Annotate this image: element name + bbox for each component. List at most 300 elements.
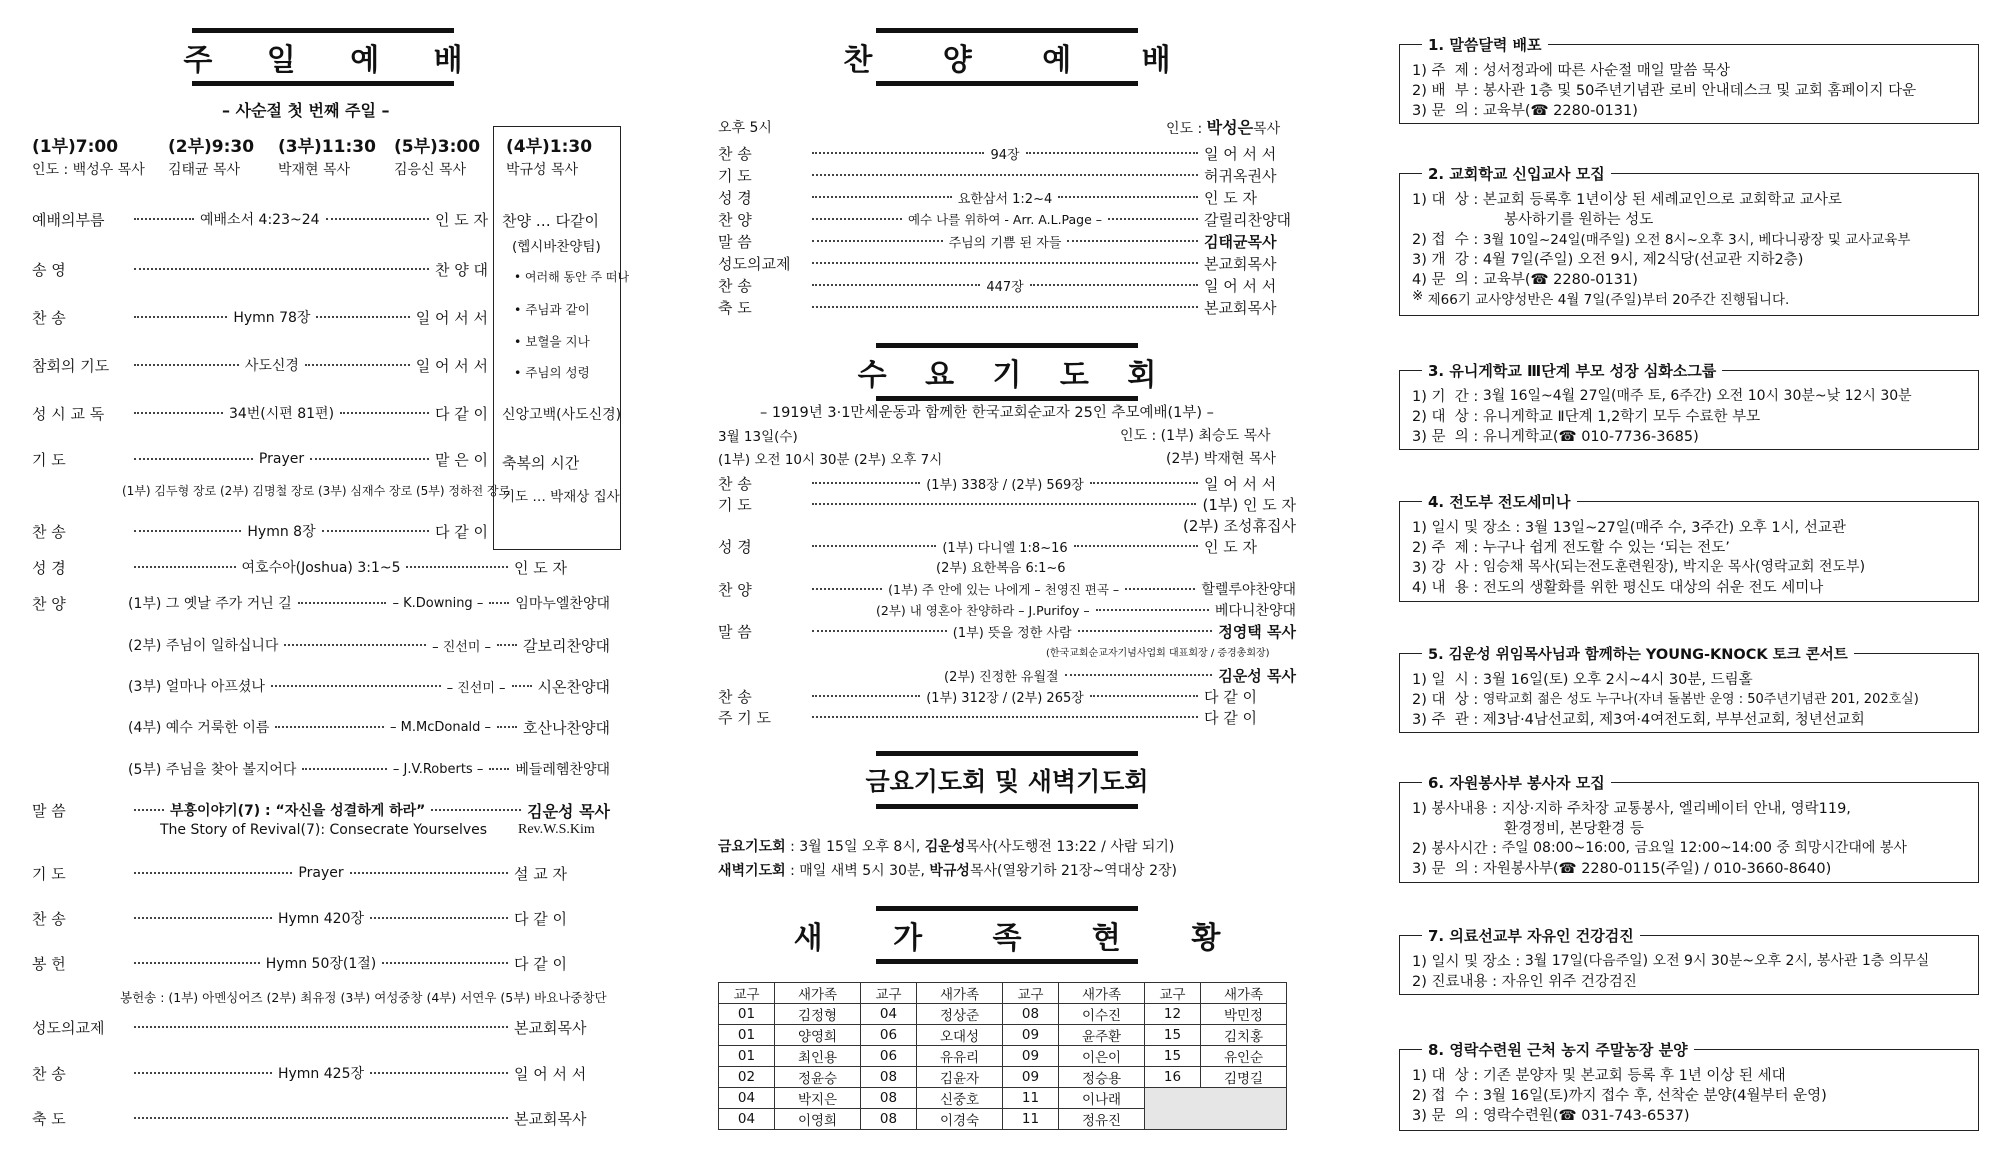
notice-line — [1412, 248, 1968, 268]
table-cell: 02 — [719, 1067, 775, 1088]
text: 본교회 등록후 1년이상 된 세례교인으로 교회학교 교사로 — [1482, 192, 1842, 208]
table-cell: 최인용 — [775, 1046, 861, 1067]
header-cell: 교구 — [719, 983, 775, 1004]
wednesday-row — [718, 621, 1296, 641]
fourth-song: • 주님의 성령 — [514, 365, 590, 380]
text: 인 도 자 — [1204, 537, 1258, 556]
table-cell: 11 — [1003, 1088, 1059, 1109]
text: 기 도 — [718, 166, 752, 185]
notice-line — [1412, 425, 1968, 445]
praise-row — [718, 165, 1296, 185]
service-5 — [394, 132, 480, 179]
text: (1부) 인 도 자 — [1202, 495, 1296, 514]
text: 호산나찬양대 — [523, 718, 610, 737]
dot-leader — [1125, 588, 1195, 590]
text: (2부) 내 영혼아 찬양하라 – J.Purifoy – — [876, 603, 1090, 618]
text: 김운성 목사 — [1218, 666, 1296, 685]
sermon-english: The Story of Revival(7): Consecrate Yourselves — [160, 822, 488, 838]
table-cell: 유유리 — [917, 1046, 1003, 1067]
text: 부흥이야기(7) : “자신을 성결하게 하라” — [170, 803, 426, 819]
notice-line — [1412, 857, 1968, 877]
text: 자원봉사부(☎ 2280-0115(주일) / 010-3660-8640) — [1482, 861, 1832, 877]
text: 찬 송 — [32, 308, 66, 327]
text: 임마누엘찬양대 — [515, 596, 610, 612]
text: Hymn 78장 — [233, 310, 311, 326]
sunday-subtitle: – 사순절 첫 번째 주일 – — [222, 101, 390, 120]
dot-leader — [812, 503, 1196, 505]
order-row — [32, 799, 610, 821]
dot-leader — [812, 545, 936, 547]
notice-title: 8. 영락수련원 근처 농지 주말농장 분양 — [1422, 1039, 1694, 1060]
table-cell: 04 — [719, 1088, 775, 1109]
text: 제66기 교사양성반은 4월 7일(주일)부터 20주간 진행됩니다. — [1427, 292, 1790, 308]
order-row — [32, 907, 610, 929]
text: 주일 08:00~16:00, 금요일 12:00~14:00 중 희망시간대에 봉사 — [1501, 840, 1907, 856]
new-family-table — [718, 982, 1287, 1130]
text: 새벽기도회 — [718, 863, 786, 879]
dot-leader — [812, 218, 902, 220]
wednesday-date: 3월 13일(수) — [718, 429, 798, 445]
notice-3 — [1399, 362, 1979, 450]
dot-leader — [316, 316, 409, 318]
text: 1) 일시 및 장소 : — [1412, 520, 1525, 536]
text: 본교회목사 — [1204, 298, 1277, 317]
header-cell: 교구 — [1003, 983, 1059, 1004]
text: 할렐루야찬양대 — [1201, 582, 1296, 598]
empty-cell — [1145, 1088, 1287, 1130]
table-cell: 08 — [861, 1067, 917, 1088]
service-time: (2부)9:30 — [168, 137, 255, 157]
text: 찬 송 — [718, 687, 752, 706]
wednesday-times: (1부) 오전 10시 30분 (2부) 오후 7시 — [718, 452, 943, 468]
table-cell: 09 — [1003, 1067, 1059, 1088]
text: 김운성 — [924, 839, 966, 855]
wednesday-row — [944, 665, 1296, 685]
dot-leader — [134, 218, 194, 220]
notice-5 — [1399, 647, 1979, 733]
text: 3월 16일~4월 27일(매주 토, 6주간) 오전 10시 30분~낮 12시 30분 — [1482, 388, 1912, 404]
header-cell: 새가족 — [1059, 983, 1145, 1004]
fourth-hymn: 찬양 … 다같이 — [502, 212, 599, 230]
text: 성 경 — [32, 558, 66, 577]
text: (1부) 338장 / (2부) 569장 — [926, 477, 1084, 493]
table-cell: 박민정 — [1201, 1004, 1287, 1025]
text: 3월 17일(다음주일) 오전 9시 30분~오후 2시, 봉사관 1층 의무실 — [1524, 953, 1930, 969]
text: 여호수아(Joshua) 3:1~5 — [241, 560, 401, 576]
fourth-song: • 여러해 동안 주 떠나 — [514, 270, 630, 284]
notice-title: 1. 말씀달력 배포 — [1422, 34, 1548, 55]
text: (1부) 그 옛날 주가 거닌 길 — [128, 596, 292, 612]
text: 예배의부름 — [32, 210, 105, 229]
text: 1) 봉사내용 : — [1412, 801, 1502, 817]
text: 찬 양 대 — [434, 260, 488, 279]
table-cell: 정유진 — [1059, 1109, 1145, 1130]
praise-time: 오후 5시 — [718, 120, 772, 136]
text: 찬 송 — [718, 474, 752, 493]
text: 봉사관 1층 및 50주년기념관 로비 안내데스크 및 교회 홈페이지 다운 — [1482, 83, 1917, 99]
notice-line — [1412, 99, 1968, 119]
text: 1) 대 상 : — [1412, 1068, 1483, 1084]
text: 말 씀 — [32, 801, 66, 820]
dot-leader — [497, 726, 517, 728]
dot-leader — [812, 630, 947, 632]
wednesday-row — [718, 707, 1296, 727]
praise-row — [718, 231, 1296, 251]
text: 예배소서 4:23~24 — [200, 212, 320, 228]
text: 주님의 기쁨 된 자들 — [948, 235, 1062, 251]
table-cell: 유인순 — [1201, 1046, 1287, 1067]
text: 찬 양 — [718, 210, 752, 229]
text: 일 어 서 서 — [1204, 144, 1277, 163]
notice-line — [1412, 837, 1968, 857]
service-time: (4부)1:30 — [506, 137, 593, 157]
text: 일 어 서 서 — [1204, 276, 1277, 295]
dot-leader — [812, 262, 1198, 264]
text: 3월 16일(토) 오후 2시~4시 30분, 드림홀 — [1482, 672, 1753, 688]
fourth-prayer-time: 축복의 시간 — [502, 454, 580, 472]
text: 3월 10일~24일(매주일) 오전 8시~오후 3시, 베다니광장 및 교사교육부 — [1482, 232, 1911, 248]
choir-row — [128, 716, 610, 738]
dot-leader — [1074, 545, 1198, 547]
text: 4) 문 의 : — [1412, 272, 1483, 288]
order-row — [32, 354, 488, 376]
text: Hymn 425장 — [277, 1066, 365, 1082]
text: 4) 내 용 : — [1412, 580, 1483, 596]
text: 인 도 자 — [434, 210, 488, 229]
text: 박규성 — [929, 863, 970, 879]
text: 송 영 — [32, 260, 66, 279]
text: (2부) 조성휴집사 — [1183, 516, 1296, 535]
offering-note: 봉헌송 : (1부) 아멘싱어즈 (2부) 최유정 (3부) 여성중창 (4부) 서연우 (5부) 바요나중창단 — [120, 990, 607, 1005]
text: 성 경 — [718, 188, 752, 207]
table-cell: 01 — [719, 1025, 775, 1046]
table-cell: 01 — [719, 1004, 775, 1025]
notice-line — [1412, 970, 1968, 990]
text: 베다니찬양대 — [1214, 603, 1296, 619]
dot-leader — [134, 530, 241, 532]
wednesday-row — [718, 494, 1296, 514]
notice-line — [1412, 708, 1968, 728]
notice-title: 4. 전도부 전도세미나 — [1422, 491, 1577, 512]
text: 제3남·4남선교회, 제3여·4여전도회, 부부선교회, 청년선교회 — [1482, 712, 1865, 728]
text: 인 도 자 — [514, 558, 568, 577]
text: 갈보리찬양대 — [523, 636, 610, 655]
table-cell: 이수진 — [1059, 1004, 1145, 1025]
service-time: (3부)11:30 — [278, 137, 376, 157]
text: 유니게학교 Ⅱ단계 1,2학기 모두 수료한 부모 — [1482, 409, 1761, 425]
table-cell: 김정형 — [775, 1004, 861, 1025]
notice-line — [1412, 288, 1968, 308]
text: (3부) 얼마나 아프셨나 — [128, 679, 265, 695]
text: (5부) 주님을 찾아 볼지어다 — [128, 762, 297, 778]
text: ※ — [1412, 288, 1428, 304]
text: 4월 7일(주일) 오전 9시, 제2식당(선교관 지하2층) — [1482, 252, 1804, 268]
text: (1부) 뜻을 정한 사람 — [952, 625, 1072, 641]
table-cell: 신중호 — [917, 1088, 1003, 1109]
text: 김태균목사 — [1204, 232, 1277, 251]
notice-1 — [1399, 36, 1979, 124]
notice-2 — [1399, 165, 1979, 316]
dot-leader — [1090, 482, 1198, 484]
wednesday-leader2: (2부) 박재현 목사 — [1166, 451, 1276, 467]
text: 2) 봉사시간 : — [1412, 841, 1502, 857]
text: 2) 주 제 : — [1412, 540, 1483, 556]
dot-leader — [1096, 609, 1209, 611]
service-leader: 박규성 목사 — [506, 162, 579, 178]
text: 2) 접 수 : — [1412, 1088, 1483, 1104]
friday-prayer — [718, 836, 1174, 856]
dot-leader — [1030, 284, 1198, 286]
choir-row — [128, 675, 610, 697]
text: 봉 헌 — [32, 954, 66, 973]
text: 34번(시편 81편) — [228, 406, 335, 422]
service-3 — [278, 132, 376, 179]
dot-leader — [134, 809, 164, 811]
wednesday-row — [718, 686, 1296, 706]
text: 1) 기 간 : — [1412, 389, 1483, 405]
dot-leader — [370, 1072, 508, 1074]
order-row — [32, 1107, 610, 1129]
fourth-prayer: 기도 … 박재상 집사 — [502, 489, 620, 505]
praise-leader — [1166, 115, 1280, 138]
text: 교육부(☎ 2280-0131) — [1482, 272, 1638, 288]
text: 찬 송 — [718, 144, 752, 163]
wednesday-row — [718, 473, 1296, 493]
service-1 — [32, 132, 145, 179]
table-cell: 박지은 — [775, 1088, 861, 1109]
table-cell: 09 — [1003, 1046, 1059, 1067]
order-row — [32, 862, 610, 884]
header-cell: 교구 — [861, 983, 917, 1004]
text: 유니게학교(☎ 010-7736-3685) — [1482, 429, 1699, 445]
notice-title: 5. 김운성 위임목사님과 함께하는 YOUNG-KNOCK 토크 콘서트 — [1422, 643, 1854, 664]
text: 말 씀 — [718, 622, 752, 641]
praise-row — [718, 187, 1296, 207]
text: (1부) 312장 / (2부) 265장 — [926, 690, 1084, 706]
fourth-team: (헵시바찬양팀) — [512, 239, 601, 255]
order-row — [32, 1062, 610, 1084]
table-cell: 15 — [1145, 1046, 1201, 1067]
notice-4 — [1399, 493, 1979, 602]
text: 3) 주 관 : — [1412, 712, 1483, 728]
text: 갈릴리찬양대 — [1204, 210, 1291, 229]
text: 베들레헴찬양대 — [515, 762, 610, 778]
text: 3) 문 의 : — [1412, 103, 1483, 119]
text: 찬 송 — [32, 1064, 66, 1083]
notice-title: 3. 유니게학교 Ⅲ단계 부모 성장 심화소그룹 — [1422, 360, 1722, 381]
text: 일 어 서 서 — [415, 308, 489, 327]
notice-8 — [1399, 1041, 1979, 1131]
text: 일 어 서 서 — [415, 356, 488, 375]
dot-leader — [1065, 674, 1213, 676]
table-row — [719, 1046, 1287, 1067]
text: 기 도 — [718, 495, 752, 514]
service-time: (5부)3:00 — [394, 137, 481, 157]
text: Hymn 50장(1절) — [265, 956, 377, 972]
dot-leader — [134, 412, 223, 414]
dot-leader — [350, 872, 508, 874]
dot-leader — [370, 917, 508, 919]
dot-leader — [812, 152, 984, 154]
text: 1) 일 시 : — [1412, 672, 1483, 688]
text: 성 경 — [718, 537, 752, 556]
wednesday-row — [718, 579, 1296, 599]
table-cell: 이나래 — [1059, 1088, 1145, 1109]
fourth-song: • 보혈을 지나 — [514, 334, 590, 349]
text: 찬 송 — [718, 276, 752, 295]
text: 주 기 도 — [718, 708, 772, 727]
dot-leader — [812, 482, 920, 484]
notice-line — [1412, 79, 1968, 99]
dot-leader — [431, 809, 521, 811]
sermon-english-speaker: Rev.W.S.Kim — [518, 822, 595, 837]
dot-leader — [134, 1072, 272, 1074]
notice-line — [1412, 536, 1968, 556]
notice-line — [1412, 59, 1968, 79]
text: 지상·지하 주차장 교통봉사, 엘리베이터 안내, 영락119, — [1501, 801, 1851, 817]
notice-line — [1412, 668, 1968, 688]
notice-line — [1412, 556, 1968, 576]
text: (4부) 예수 거룩한 이름 — [128, 720, 270, 736]
dot-leader — [326, 218, 429, 220]
notice-line — [1412, 688, 1968, 708]
order-row — [32, 208, 488, 230]
header-cell: 교구 — [1145, 983, 1201, 1004]
service-leader: 김태균 목사 — [168, 162, 241, 178]
table-cell: 윤주환 — [1059, 1025, 1145, 1046]
dot-leader — [812, 284, 980, 286]
order-row — [32, 952, 610, 974]
text: 성서정과에 따른 사순절 매일 말씀 묵상 — [1482, 63, 1730, 79]
text: 3) 문 의 : — [1412, 861, 1483, 877]
text: 시온찬양대 — [537, 677, 610, 696]
notice-line — [1412, 817, 1968, 837]
table-cell: 01 — [719, 1046, 775, 1067]
dot-leader — [1067, 240, 1198, 242]
fourth-service — [506, 132, 618, 179]
dot-leader — [134, 316, 227, 318]
table-cell: 08 — [861, 1088, 917, 1109]
notice-line — [1412, 188, 1968, 208]
prayer-note: (1부) 김두형 장로 (2부) 김명철 장로 (3부) 심재수 장로 (5부) 정하전 장로 — [122, 484, 511, 498]
dot-leader — [134, 917, 272, 919]
text: – 진선미 – — [446, 680, 506, 696]
dot-leader — [1026, 152, 1198, 154]
text: 본교회목사 — [1204, 254, 1277, 273]
text: 사도신경 — [244, 358, 299, 374]
dot-leader — [340, 412, 429, 414]
notice-line — [1412, 516, 1968, 536]
dot-leader — [275, 726, 384, 728]
notice-line — [1412, 576, 1968, 596]
order-row — [32, 258, 488, 280]
notice-line — [1412, 797, 1968, 817]
order-row — [32, 520, 488, 542]
notice-title: 7. 의료선교부 자유인 건강검진 — [1422, 925, 1640, 946]
text: 맡 은 이 — [435, 450, 489, 469]
table-cell: 09 — [1003, 1025, 1059, 1046]
dot-leader — [812, 196, 952, 198]
choir-row — [32, 592, 610, 614]
text: 영락교회 젊은 성도 누구나(자녀 돌봄반 운영 : 50주년기념관 201, 202호실) — [1482, 692, 1919, 707]
text: 447장 — [986, 279, 1024, 295]
dot-leader — [271, 685, 441, 687]
dot-leader — [382, 962, 508, 964]
choir-row — [128, 758, 610, 780]
notice-line — [1412, 228, 1968, 248]
table-cell: 김윤자 — [917, 1067, 1003, 1088]
text: 설 교 자 — [514, 864, 568, 883]
order-row — [32, 306, 488, 328]
text: 성도의교제 — [718, 254, 791, 273]
wednesday-row — [718, 536, 1296, 556]
text: – K.Downing – — [392, 595, 484, 611]
text: 찬 양 — [718, 580, 752, 599]
praise-row — [718, 297, 1296, 317]
family-title: 새 가 족 현 황 — [876, 906, 1138, 964]
notice-7 — [1399, 927, 1979, 995]
text: 2) 배 부 : — [1412, 83, 1483, 99]
dot-leader — [489, 602, 509, 604]
notice-line — [1412, 1104, 1968, 1124]
text: (1부) 주 안에 있는 나에게 – 천영진 편곡 – — [888, 582, 1120, 597]
dot-leader — [134, 1026, 508, 1028]
text: 자유인 위주 건강검진 — [1501, 974, 1637, 990]
text: 환경정비, 본당환경 등 — [1504, 821, 1644, 837]
text: 다 같 이 — [435, 522, 489, 541]
notice-line — [1412, 208, 1968, 228]
text: 영락수련원(☎ 031-743-6537) — [1482, 1108, 1690, 1124]
sunday-title: 주 일 예 배 — [192, 28, 454, 86]
text: 1) 일시 및 장소 : — [1412, 954, 1525, 970]
table-row — [719, 1004, 1287, 1025]
text: Hymn 420장 — [277, 911, 365, 927]
dot-leader — [298, 602, 387, 604]
dawn-prayer — [718, 860, 1177, 880]
order-row — [32, 402, 488, 424]
text: Hymn 8장 — [247, 524, 316, 540]
text: 기 도 — [32, 450, 66, 469]
text: 3월 16일(토)까지 접수 후, 선착순 분양(4월부터 운영) — [1482, 1088, 1827, 1104]
dot-leader — [134, 872, 292, 874]
service-leader: 김응신 목사 — [394, 162, 467, 178]
table-cell: 11 — [1003, 1109, 1059, 1130]
text: 찬 양 — [32, 594, 66, 613]
notice-title: 6. 자원봉사부 봉사자 모집 — [1422, 772, 1611, 793]
text: 다 같 이 — [1204, 687, 1258, 706]
text: 목사 — [1253, 121, 1281, 137]
dot-leader — [134, 566, 236, 568]
praise-row — [718, 275, 1296, 295]
text: 인 도 자 — [1204, 188, 1258, 207]
table-cell: 08 — [861, 1109, 917, 1130]
praise-row — [718, 143, 1296, 163]
text: 일 어 서 서 — [514, 1064, 587, 1083]
text: : 3월 15일 오후 8시, — [785, 839, 925, 855]
order-row — [32, 448, 488, 470]
table-cell: 12 — [1145, 1004, 1201, 1025]
dot-leader — [812, 174, 1198, 176]
text: 축 도 — [32, 1109, 66, 1128]
table-row — [719, 1088, 1287, 1109]
header-cell: 새가족 — [917, 983, 1003, 1004]
service-time: (1부)7:00 — [32, 137, 119, 157]
text: 요한삼서 1:2~4 — [957, 191, 1053, 207]
text: 성도의교제 — [32, 1018, 105, 1037]
dot-leader — [812, 306, 1198, 308]
dot-leader — [1090, 695, 1198, 697]
notice-line — [1412, 950, 1968, 970]
